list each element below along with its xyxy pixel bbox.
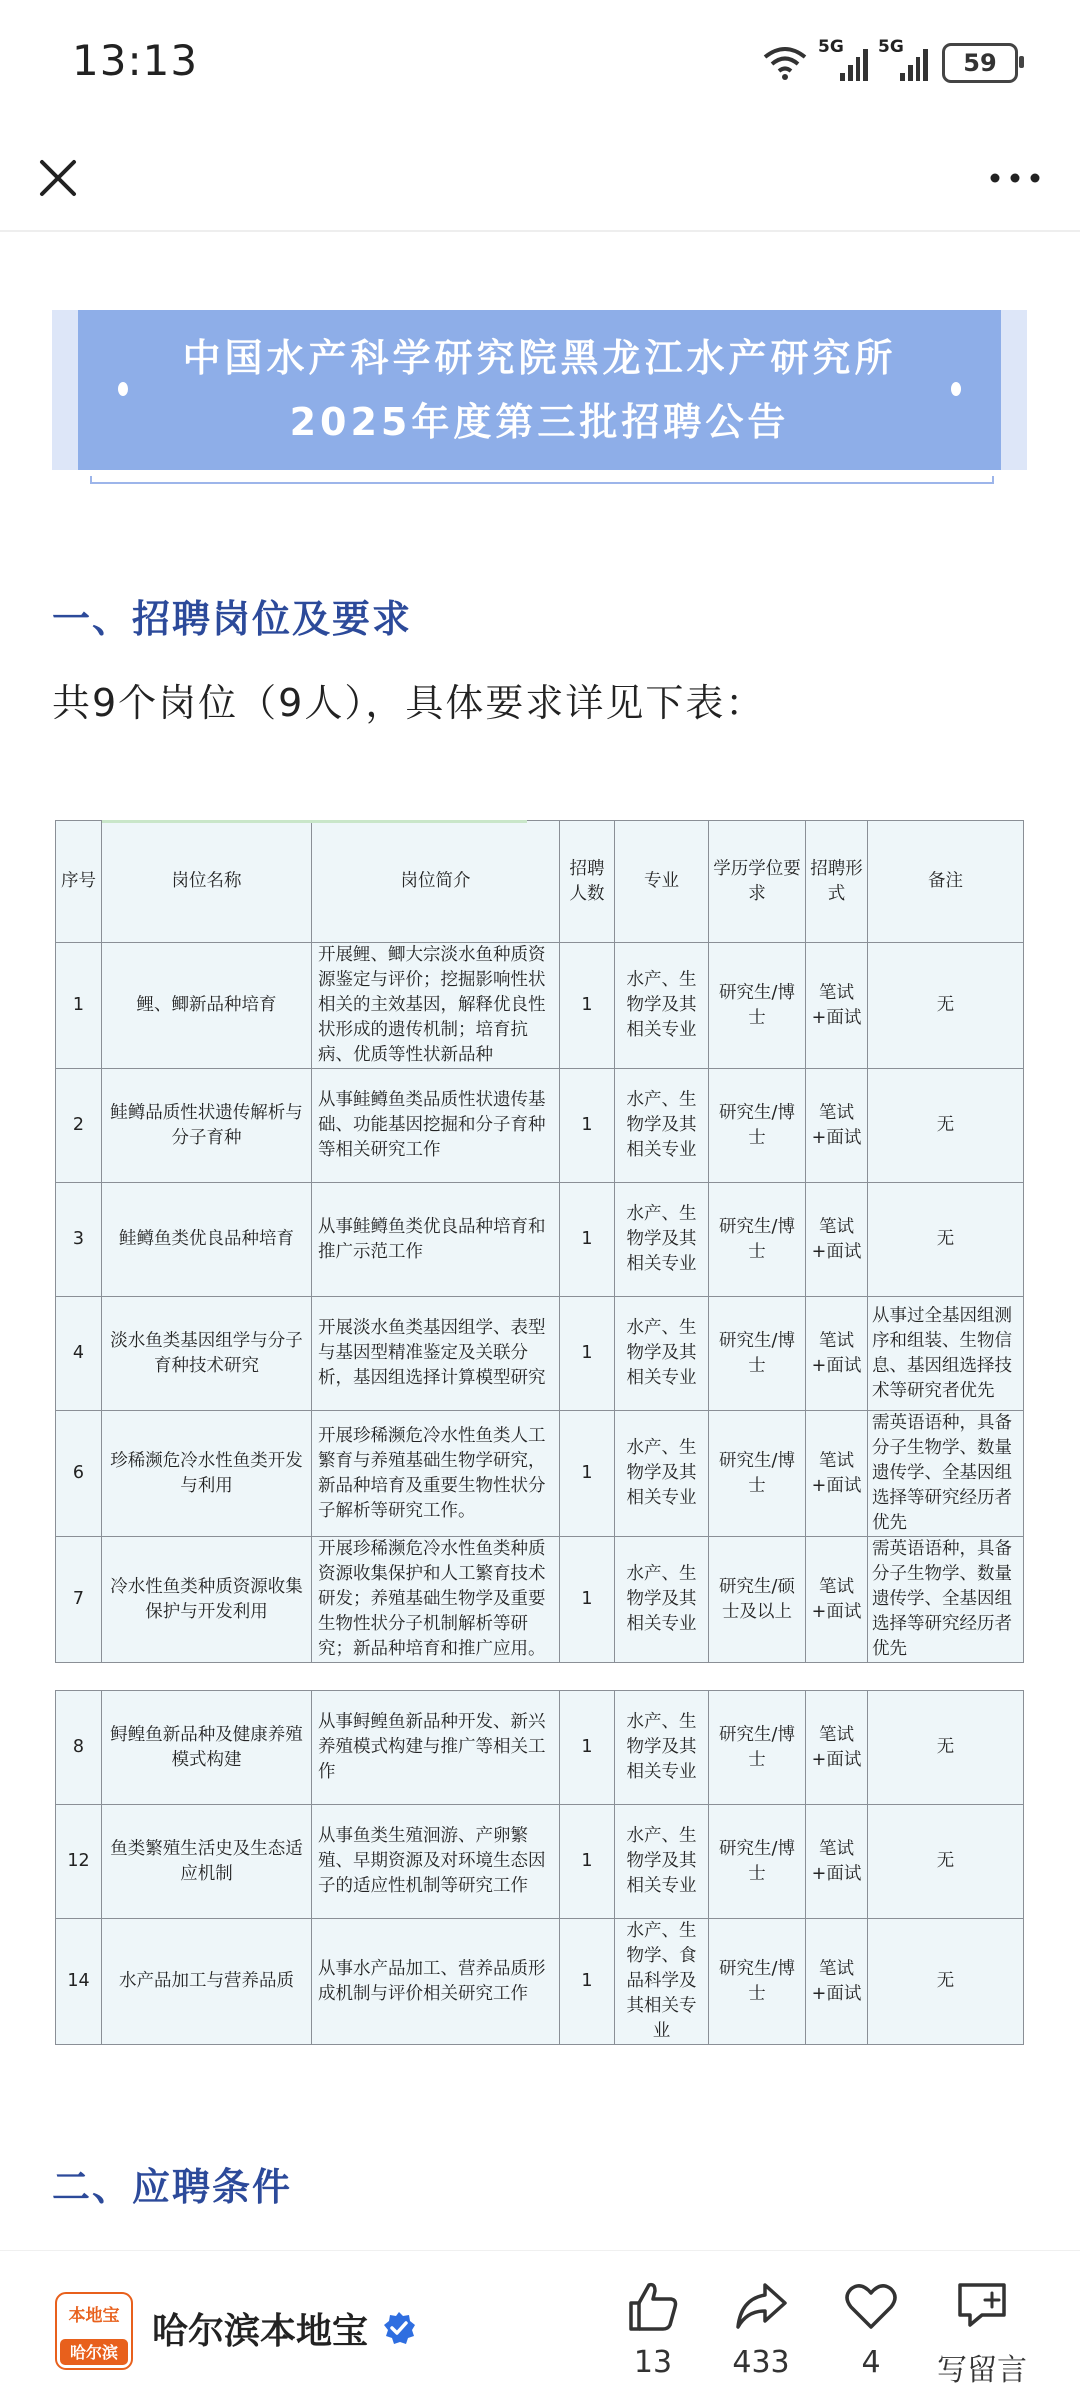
cell-name: 水产品加工与营养品质	[102, 1919, 312, 2045]
cell-degree: 研究生/博士	[709, 1805, 806, 1919]
cell-name: 冷水性鱼类种质资源收集保护与开发利用	[102, 1537, 312, 1663]
account-logo[interactable]	[54, 2291, 134, 2371]
status-time: 13:13	[72, 36, 199, 85]
cell-count: 1	[560, 1691, 615, 1805]
cell-major: 水产、生物学及其相关专业	[615, 1691, 709, 1805]
cell-intro: 从事鱼类生殖洄游、产卵繁殖、早期资源及对环境生态因子的适应性机制等研究工作	[312, 1805, 560, 1919]
cell-major: 水产、生物学及其相关专业	[615, 1183, 709, 1297]
cell-no: 4	[56, 1297, 102, 1411]
comment-icon	[954, 2279, 1010, 2333]
cell-note: 无	[868, 1183, 1024, 1297]
cell-intro: 从事鲟鳇鱼新品种开发、新兴养殖模式构建与推广等相关工作	[312, 1691, 560, 1805]
header-cell: 备注	[868, 821, 1024, 943]
section-title-2: 二、应聘条件	[52, 2165, 293, 2209]
cell-count: 1	[560, 943, 615, 1069]
cell-major: 水产、生物学、食品科学及其相关专业	[615, 1919, 709, 2045]
cell-count: 1	[560, 1297, 615, 1411]
cell-major: 水产、生物学及其相关专业	[615, 1537, 709, 1663]
table-row	[56, 1069, 1024, 1183]
cell-degree: 研究生/博士	[709, 1069, 806, 1183]
cell-degree: 研究生/博士	[709, 1297, 806, 1411]
cell-form: 笔试+面试	[806, 1297, 868, 1411]
cell-degree: 研究生/硕士及以上	[709, 1537, 806, 1663]
cell-intro: 从事鲑鳟鱼类优良品种培育和推广示范工作	[312, 1183, 560, 1297]
table-row	[56, 1183, 1024, 1297]
share-count: 433	[732, 2345, 790, 2380]
cell-no: 3	[56, 1183, 102, 1297]
cell-form: 笔试+面试	[806, 943, 868, 1069]
cell-major: 水产、生物学及其相关专业	[615, 943, 709, 1069]
table-row	[56, 1537, 1024, 1663]
cell-count: 1	[560, 1183, 615, 1297]
table-row	[56, 1297, 1024, 1411]
cell-note: 需英语语种，具备分子生物学、数量遗传学、全基因组选择等研究经历者优先	[868, 1411, 1024, 1537]
cell-signal-icon-2: 5G	[882, 45, 928, 81]
positions-summary: 共9个岗位（9人），具体要求详见下表：	[52, 681, 766, 725]
cell-count: 1	[560, 1069, 615, 1183]
table-row	[56, 1805, 1024, 1919]
banner-title	[78, 310, 1001, 470]
cell-note: 无	[868, 1069, 1024, 1183]
cell-name: 淡水鱼类基因组学与分子育种技术研究	[102, 1297, 312, 1411]
cell-major: 水产、生物学及其相关专业	[615, 1411, 709, 1537]
table-header-row	[56, 821, 1024, 943]
cell-no: 12	[56, 1805, 102, 1919]
cell-note: 从事过全基因组测序和组装、生物信息、基因组选择技术等研究者优先	[868, 1297, 1024, 1411]
cell-degree: 研究生/博士	[709, 1411, 806, 1537]
thumbs-up-icon	[625, 2279, 681, 2333]
top-nav	[0, 130, 1080, 230]
header-cell: 学历学位要求	[709, 821, 806, 943]
heart-icon	[843, 2279, 899, 2333]
cell-degree: 研究生/博士	[709, 1691, 806, 1805]
cell-form: 笔试+面试	[806, 1537, 868, 1663]
status-icons	[762, 38, 1018, 88]
battery-indicator: 59	[942, 43, 1018, 83]
nav-divider	[0, 230, 1080, 232]
cell-intro: 开展鲤、鲫大宗淡水鱼种质资源鉴定与评价；挖掘影响性状相关的主效基因，解释优良性状形成的遗传机制；培育抗病、优质等性状新品种	[312, 943, 560, 1069]
table-row	[56, 1919, 1024, 2045]
account-name[interactable]: 哈尔滨本地宝	[152, 2311, 369, 2352]
cell-form: 笔试+面试	[806, 1919, 868, 2045]
cell-intro: 从事鲑鳟鱼类品质性状遗传基础、功能基因挖掘和分子育种等相关研究工作	[312, 1069, 560, 1183]
header-cell: 序号	[56, 821, 102, 943]
cell-name: 鲤、鲫新品种培育	[102, 943, 312, 1069]
cell-form: 笔试+面试	[806, 1069, 868, 1183]
logo-text-bottom: 哈尔滨	[69, 2343, 119, 2362]
header-cell: 专业	[615, 821, 709, 943]
comment-label: 写留言	[937, 2353, 1027, 2388]
header-cell: 岗位名称	[102, 821, 312, 943]
header-cell: 岗位简介	[312, 821, 560, 943]
cell-no: 14	[56, 1919, 102, 2045]
cell-name: 鲑鳟鱼类优良品种培育	[102, 1183, 312, 1297]
table-row	[56, 1691, 1024, 1805]
cell-no: 8	[56, 1691, 102, 1805]
header-cell: 招聘人数	[560, 821, 615, 943]
cell-note: 无	[868, 1691, 1024, 1805]
logo-text-top: 本地宝	[68, 2306, 120, 2326]
positions-table	[55, 820, 1023, 1663]
cell-count: 1	[560, 1537, 615, 1663]
cell-note: 需英语语种，具备分子生物学、数量遗传学、全基因组选择等研究经历者优先	[868, 1537, 1024, 1663]
section-title-1: 一、招聘岗位及要求	[52, 597, 413, 641]
favorite-button[interactable]	[836, 2279, 906, 2380]
close-icon[interactable]	[28, 148, 88, 208]
favorite-count: 4	[861, 2345, 881, 2380]
cell-form: 笔试+面试	[806, 1691, 868, 1805]
cell-note: 无	[868, 1805, 1024, 1919]
share-icon	[733, 2279, 789, 2333]
cell-major: 水产、生物学及其相关专业	[615, 1297, 709, 1411]
cell-no: 7	[56, 1537, 102, 1663]
cell-intro: 开展淡水鱼类基因组学、表型与基因型精准鉴定及关联分析，基因组选择计算模型研究	[312, 1297, 560, 1411]
cell-count: 1	[560, 1919, 615, 2045]
like-button[interactable]	[618, 2279, 688, 2380]
cell-form: 笔试+面试	[806, 1183, 868, 1297]
cell-form: 笔试+面试	[806, 1411, 868, 1537]
cell-note: 无	[868, 943, 1024, 1069]
cell-no: 2	[56, 1069, 102, 1183]
cell-intro: 从事水产品加工、营养品质形成机制与评价相关研究工作	[312, 1919, 560, 2045]
wifi-icon	[762, 45, 808, 81]
cell-intro: 开展珍稀濒危冷水性鱼类人工繁育与养殖基础生物学研究，新品种培育及重要生物性状分子解析等研究工作。	[312, 1411, 560, 1537]
cell-no: 1	[56, 943, 102, 1069]
status-bar	[0, 0, 1080, 130]
share-button[interactable]	[726, 2279, 796, 2380]
cell-degree: 研究生/博士	[709, 943, 806, 1069]
banner-line-2: 2025年度第三批招聘公告	[289, 400, 790, 444]
cell-count: 1	[560, 1411, 615, 1537]
cell-no: 6	[56, 1411, 102, 1537]
title-banner	[52, 310, 1027, 484]
header-cell: 招聘形式	[806, 821, 868, 943]
cell-major: 水产、生物学及其相关专业	[615, 1069, 709, 1183]
cell-name: 鲟鳇鱼新品种及健康养殖模式构建	[102, 1691, 312, 1805]
more-options-icon[interactable]	[980, 148, 1050, 208]
cell-count: 1	[560, 1805, 615, 1919]
cell-intro: 开展珍稀濒危冷水性鱼类种质资源收集保护和人工繁育技术研发；养殖基础生物学及重要生物性状分子机制解析等研究；新品种培育和推广应用。	[312, 1537, 560, 1663]
cell-signal-icon: 5G	[822, 45, 868, 81]
cell-degree: 研究生/博士	[709, 1183, 806, 1297]
cell-name: 鱼类繁殖生活史及生态适应机制	[102, 1805, 312, 1919]
comment-button[interactable]	[932, 2279, 1032, 2389]
cell-note: 无	[868, 1919, 1024, 2045]
like-count: 13	[633, 2345, 673, 2380]
bottom-action-bar	[0, 2250, 1080, 2399]
positions-table-continued	[55, 1690, 1023, 2045]
cell-name: 鲑鳟品质性状遗传解析与分子育种	[102, 1069, 312, 1183]
table-row	[56, 1411, 1024, 1537]
banner-line-1: 中国水产科学研究院黑龙江水产研究所	[182, 336, 897, 380]
cell-degree: 研究生/博士	[709, 1919, 806, 2045]
table-row	[56, 943, 1024, 1069]
cell-major: 水产、生物学及其相关专业	[615, 1805, 709, 1919]
cell-form: 笔试+面试	[806, 1805, 868, 1919]
verified-icon	[382, 2311, 416, 2345]
cell-name: 珍稀濒危冷水性鱼类开发与利用	[102, 1411, 312, 1537]
